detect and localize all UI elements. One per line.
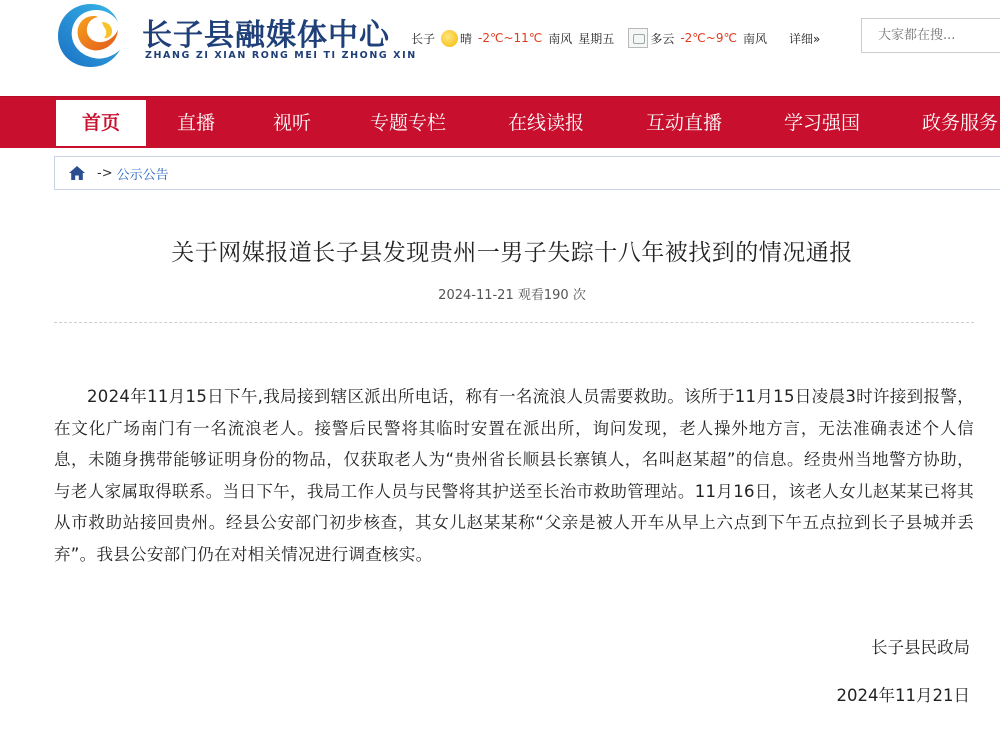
article-signed-date: 2024年11月21日 (836, 686, 970, 705)
weather-tomorrow-temp: -2℃~9℃ (680, 31, 737, 45)
article-meta (0, 284, 1000, 303)
weather-tomorrow-desc: 多云 (650, 31, 675, 46)
nav-item-live[interactable]: 直播 (176, 112, 215, 134)
breadcrumb-separator: -> (97, 165, 113, 181)
nav-item-interactive-live[interactable]: 互动直播 (645, 112, 722, 134)
nav-item-xuexi[interactable]: 学习强国 (783, 112, 860, 134)
article-signature: 长子县民政局 (871, 638, 970, 657)
breadcrumb-current[interactable]: 公示公告 (116, 167, 169, 183)
weather-weekday: 星期五 (578, 31, 615, 46)
site-logo[interactable] (54, 0, 128, 70)
nav-item-epaper[interactable]: 在线读报 (507, 112, 584, 134)
weather-widget (411, 28, 826, 48)
weather-detail-link[interactable]: 详细» (788, 31, 821, 46)
site-pinyin: ZHANG ZI XIAN RONG MEI TI ZHONG XIN (145, 50, 417, 61)
article-date: 2024-11-21 (438, 288, 514, 303)
main-nav (0, 96, 1000, 148)
weather-tomorrow-wind: 南风 (742, 31, 767, 46)
site-name[interactable]: 长子县融媒体中心 (142, 18, 390, 53)
article-title: 关于网媒报道长子县发现贵州一男子失踪十八年被找到的情况通报 (171, 240, 853, 266)
site-header (0, 0, 1000, 75)
search-input[interactable] (862, 19, 1000, 52)
weather-today-temp: -2℃~11℃ (478, 31, 543, 45)
sun-icon (441, 30, 458, 47)
title-divider (54, 322, 974, 323)
weather-city: 长子 (411, 31, 436, 46)
nav-item-home[interactable]: 首页 (56, 100, 146, 146)
nav-item-gov-service[interactable]: 政务服务 (921, 112, 998, 134)
nav-item-special[interactable]: 专题专栏 (369, 112, 446, 134)
nav-item-video[interactable]: 视听 (272, 112, 311, 134)
weather-today-wind: 南风 (548, 31, 573, 46)
weather-today-desc: 晴 (460, 31, 473, 46)
article-views: 观看190 次 (517, 288, 586, 303)
breadcrumb (54, 156, 1000, 190)
home-icon[interactable] (68, 165, 86, 181)
search-box (861, 18, 1000, 53)
article-body: 2024年11月15日下午,我局接到辖区派出所电话，称有一名流浪人员需要救助。该所于11月15日凌晨3时许接到报警，在文化广场南门有一名流浪老人。接警后民警将其临时安置在派出所，询问发现，老人操外地方言，无法准确表述个人信息，未随身携带能够证明身份的物品，仅获取老人为“贵州省长顺县长寨镇人，名叫赵某超”的信息。经贵州当地警方协助，与老人家属取得联系。当日下午，我局工作人员与民警将其护送至长治市救助管理站。11月16日，该老人女儿赵某某已将其从市救助站接回贵州。经县公安部门初步核查，其女儿赵某某称“父亲是被人开车从早上六点到下午五点拉到长子县城并丢弃”。我县公安部门仍在对相关情况进行调查核实。 (54, 387, 974, 564)
cloud-icon (628, 28, 648, 48)
